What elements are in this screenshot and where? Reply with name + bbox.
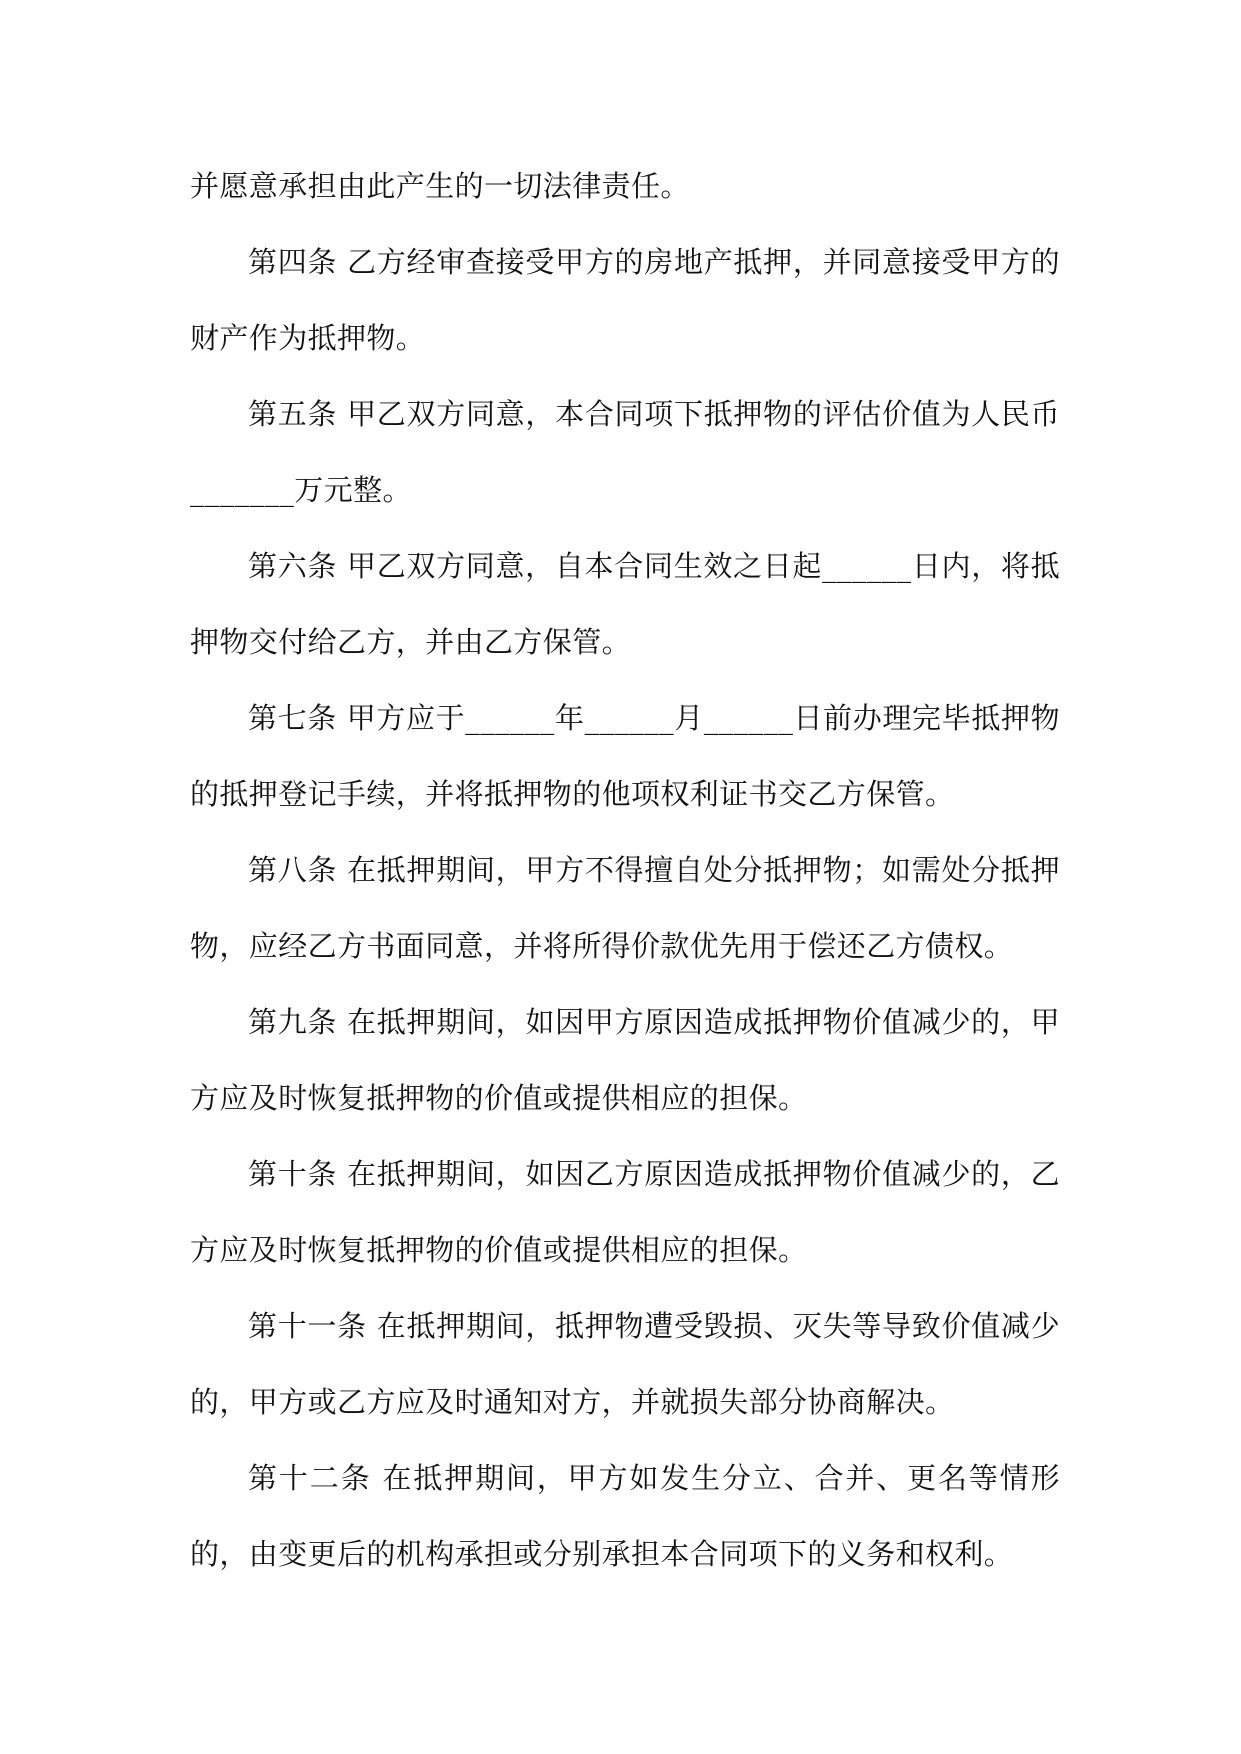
contract-body <box>190 148 1060 1592</box>
article-11: 第十一条 在抵押期间，抵押物遭受毁损、灭失等导致价值减少的，甲方或乙方应及时通知对方，并就损失部分协商解决。 <box>190 1309 1060 1419</box>
article-5: 第五条 甲乙双方同意，本合同项下抵押物的评估价值为人民币_______万元整。 <box>190 397 1060 507</box>
article-9: 第九条 在抵押期间，如因甲方原因造成抵押物价值减少的，甲方应及时恢复抵押物的价值或提供相应的担保。 <box>190 1005 1060 1115</box>
article-12: 第十二条 在抵押期间，甲方如发生分立、合并、更名等情形的，由变更后的机构承担或分别承担本合同项下的义务和权利。 <box>190 1461 1060 1571</box>
article-10: 第十条 在抵押期间，如因乙方原因造成抵押物价值减少的，乙方应及时恢复抵押物的价值或提供相应的担保。 <box>190 1157 1060 1267</box>
article-4: 第四条 乙方经审查接受甲方的房地产抵押，并同意接受甲方的财产作为抵押物。 <box>190 245 1060 355</box>
paragraph-continuation: 并愿意承担由此产生的一切法律责任。 <box>190 169 690 203</box>
article-8: 第八条 在抵押期间，甲方不得擅自处分抵押物；如需处分抵押物，应经乙方书面同意，并将所得价款优先用于偿还乙方债权。 <box>190 853 1060 963</box>
article-7: 第七条 甲方应于______年______月______日前办理完毕抵押物的抵押登记手续，并将抵押物的他项权利证书交乙方保管。 <box>190 701 1060 811</box>
article-6: 第六条 甲乙双方同意，自本合同生效之日起______日内，将抵押物交付给乙方，并由乙方保管。 <box>190 549 1060 659</box>
